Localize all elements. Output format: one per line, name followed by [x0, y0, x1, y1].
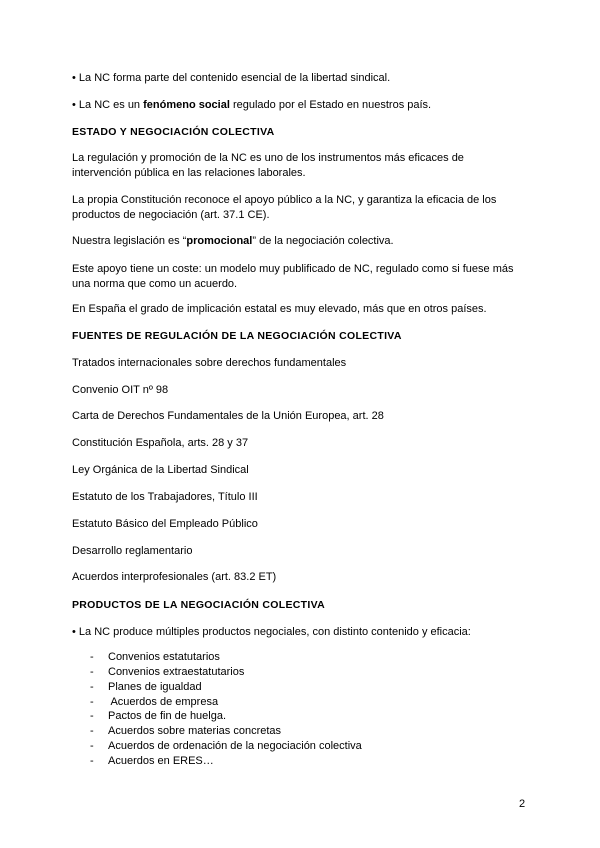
paragraph-apoyo-coste: Este apoyo tiene un coste: un modelo muy publificado de NC, regulado como si fuese más una norma que como un acuerdo.	[72, 263, 514, 290]
dash-marker: -	[90, 681, 94, 693]
list-item: Estatuto Básico del Empleado Público	[72, 518, 258, 530]
paragraph-constitucion-apoyo: La propia Constitución reconoce el apoyo público a la NC, y garantiza la eficacia de los productos de negociación (art. 37.1 CE).	[72, 194, 497, 221]
list-item: Ley Orgánica de la Libertad Sindical	[72, 464, 249, 476]
list-item: Acuerdos interprofesionales (art. 83.2 ET)	[72, 571, 277, 583]
list-item: Carta de Derechos Fundamentales de la Unión Europea, art. 28	[72, 410, 384, 422]
list-item: Acuerdos sobre materias concretas	[108, 725, 282, 737]
paragraph-legislacion-promocional: Nuestra legislación es “promocional” de la negociación colectiva.	[72, 235, 394, 247]
dash-marker: -	[90, 740, 94, 752]
page-number: 2	[519, 798, 526, 810]
list-item: Convenio OIT nº 98	[72, 384, 169, 396]
heading-estado-negociacion: ESTADO Y NEGOCIACIÓN COLECTIVA	[72, 126, 275, 138]
paragraph-regulacion-promocion: La regulación y promoción de la NC es uno de los instrumentos más eficaces de intervención pública en las relaciones laborales.	[72, 152, 464, 179]
bullet-productos-intro: • La NC produce múltiples productos negociales, con distinto contenido y eficacia:	[72, 626, 471, 638]
list-item: Acuerdos en ERES…	[108, 755, 214, 767]
bold-promocional: promocional	[186, 235, 253, 247]
dash-marker: -	[90, 651, 94, 663]
list-item: Convenios extraestatutarios	[108, 666, 245, 678]
dash-marker: -	[90, 725, 94, 737]
heading-fuentes-regulacion: FUENTES DE REGULACIÓN DE LA NEGOCIACIÓN COLECTIVA	[72, 330, 402, 342]
dash-marker: -	[90, 710, 94, 722]
paragraph-espana-implicacion: En España el grado de implicación estatal es muy elevado, más que en otros países.	[72, 303, 487, 315]
list-item: Acuerdos de ordenación de la negociación colectiva	[108, 740, 362, 752]
list-item: Convenios estatutarios	[108, 651, 220, 663]
list-item: Desarrollo reglamentario	[72, 545, 193, 557]
bold-fenomeno-social: fenómeno social	[143, 99, 230, 111]
list-item: Pactos de fin de huelga.	[108, 710, 227, 722]
dash-marker: -	[90, 755, 94, 767]
dash-marker: -	[90, 696, 94, 708]
list-item: Constitución Española, arts. 28 y 37	[72, 437, 249, 449]
dash-marker: -	[90, 666, 94, 678]
list-item: Planes de igualdad	[108, 681, 202, 693]
list-item: Tratados internacionales sobre derechos fundamentales	[72, 357, 347, 369]
list-item: Acuerdos de empresa	[108, 696, 219, 708]
heading-productos-negociacion: PRODUCTOS DE LA NEGOCIACIÓN COLECTIVA	[72, 599, 325, 611]
bullet-nc-libertad-sindical: • La NC forma parte del contenido esencial de la libertad sindical.	[72, 72, 391, 84]
bullet-nc-fenomeno-social: • La NC es un fenómeno social regulado por el Estado en nuestros país.	[72, 99, 432, 111]
list-item: Estatuto de los Trabajadores, Título III	[72, 491, 258, 503]
